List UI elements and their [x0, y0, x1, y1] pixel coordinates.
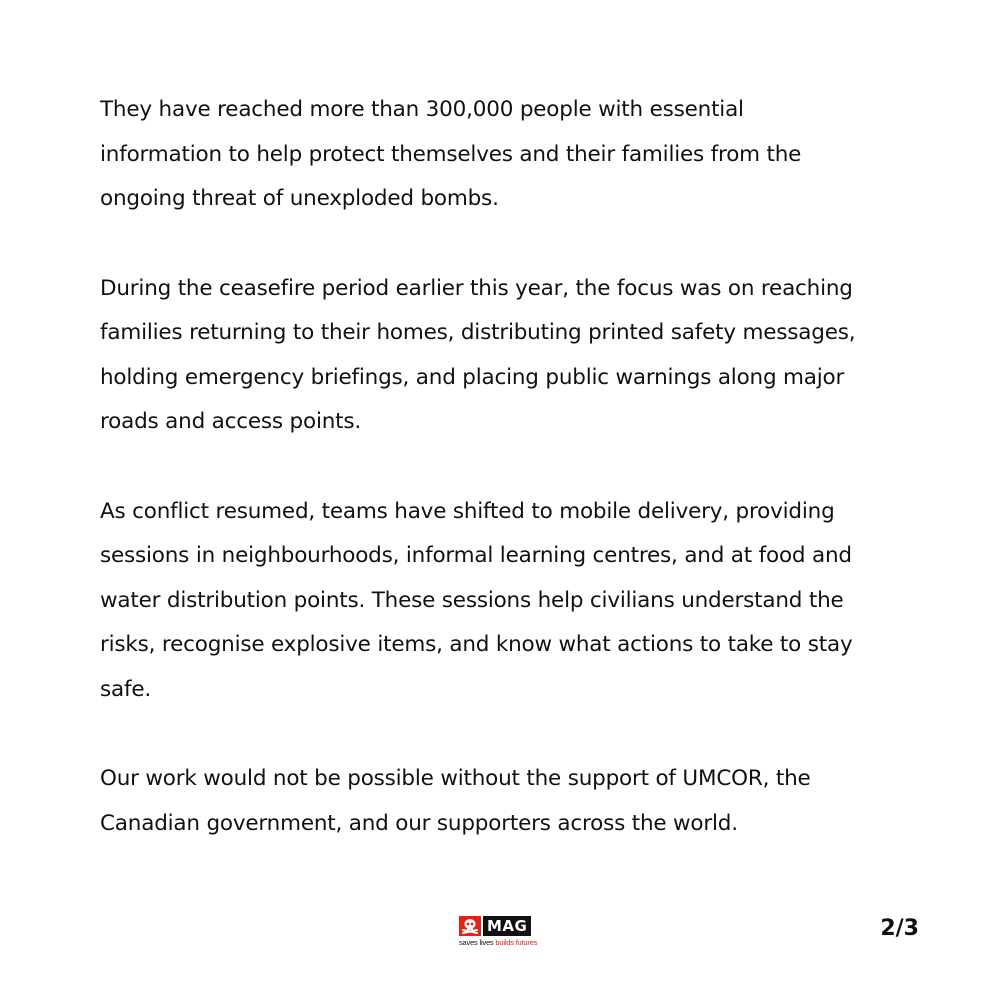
paragraph-conflict: As conflict resumed, teams have shifted to mobile delivery, providing sessions in neighbourhoods, informal learning centres, and at food and water distribution points. These sessions help civilians understand the risks, recognise explosive items, and know what actions to take to stay safe.	[100, 498, 853, 702]
mag-logo	[459, 915, 541, 949]
skull-crossbones-icon	[459, 916, 481, 936]
logo-tagline-part1: saves lives	[459, 938, 496, 947]
logo-tagline	[459, 938, 541, 948]
logo-top-row	[459, 915, 541, 937]
paragraph-reach: They have reached more than 300,000 people with essential information to help protect themselves and their families from the ongoing threat of unexploded bombs.	[100, 97, 802, 211]
skull-crossbones-glyph	[461, 918, 479, 934]
paragraph-ceasefire: During the ceasefire period earlier this year, the focus was on reaching families returning to their homes, distributing printed safety messages, holding emergency briefings, and placing public warnings along major roads and access points.	[100, 275, 856, 434]
page-indicator: 2/3	[880, 916, 919, 941]
logo-tagline-part2: builds futures	[495, 938, 538, 947]
paragraph-support: Our work would not be possible without the support of UMCOR, the Canadian government, and our supporters across the world.	[100, 766, 811, 836]
logo-wordmark: MAG	[483, 916, 531, 936]
body-text	[100, 88, 900, 891]
